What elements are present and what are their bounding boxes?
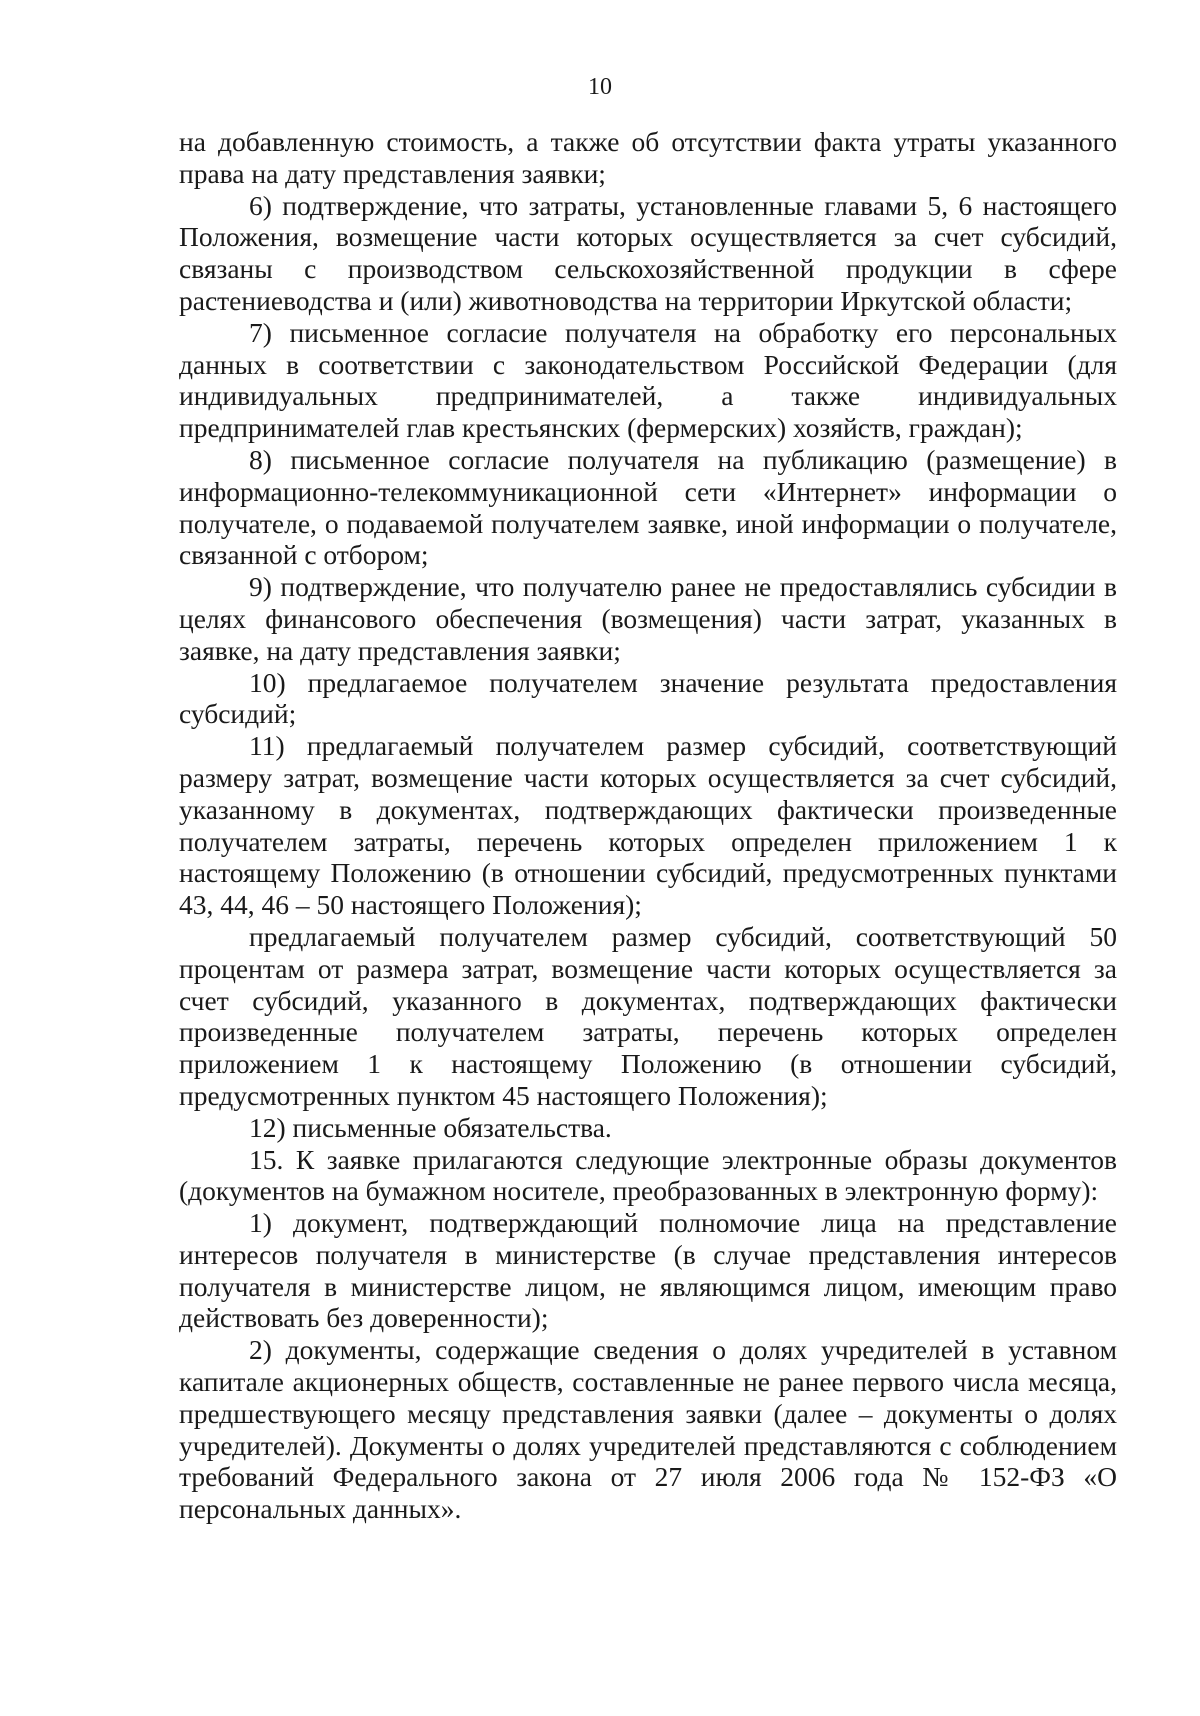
- document-body: [179, 126, 1117, 1525]
- paragraph-item-6: 6) подтверждение, что затраты, установленные главами 5, 6 настоящего Положения, возмещение части которых осуществляется за счет субсидий, связаны с производством сельскохозяйственной продукции в сфере растениеводства и (или) животноводства на территории Иркутской области;: [179, 189, 1117, 316]
- paragraph-attachment-1: 1) документ, подтверждающий полномочие лица на представление интересов получателя в министерстве (в случае представления интересов получателя в министерстве лицом, не являющимся лицом, имеющим право действовать без доверенности);: [179, 1207, 1117, 1334]
- paragraph-item-9: 9) подтверждение, что получателю ранее не предоставлялись субсидии в целях финансового обеспечения (возмещения) части затрат, указанных в заявке, на дату представления заявки;: [179, 571, 1117, 666]
- paragraph-continuation: на добавленную стоимость, а также об отсутствии факта утраты указанного права на дату представления заявки;: [179, 126, 1117, 189]
- paragraph-item-11: 11) предлагаемый получателем размер субсидий, соответствующий размеру затрат, возмещение части которых осуществляется за счет субсидий, указанному в документах, подтверждающих фактически произведенные получателем затраты, перечень которых определен приложением 1 к настоящему Положению (в отношении субсидий, предусмотренных пунктами 43, 44, 46 – 50 настоящего Положения);: [179, 730, 1117, 921]
- paragraph-item-8: 8) письменное согласие получателя на публикацию (размещение) в информационно-телекоммуникационной сети «Интернет» информации о получателе, о подаваемой получателем заявке, иной информации о получателе, связанной с отбором;: [179, 443, 1117, 571]
- paragraph-item-7: 7) письменное согласие получателя на обработку его персональных данных в соответствии с законодательством Российской Федерации (для индивидуальных предпринимателей, а также индивидуальных предпринимателей глав крестьянских (фермерских) хозяйств, граждан);: [179, 316, 1117, 444]
- paragraph-item-12: 12) письменные обязательства.: [249, 1111, 612, 1143]
- paragraph-section-15: 15. К заявке прилагаются следующие электронные образы документов (документов на бумажном носителе, преобразованных в электронную форму):: [179, 1143, 1117, 1207]
- page-number: 10: [588, 74, 612, 100]
- paragraph-item-10: 10) предлагаемое получателем значение результата предоставления субсидий;: [179, 666, 1117, 730]
- paragraph-attachment-2: 2) документы, содержащие сведения о долях учредителей в уставном капитале акционерных обществ, составленные не ранее первого числа месяца, предшествующего месяцу представления заявки (далее – документы о долях учредителей). Документы о долях учредителей представляются с соблюдением требований Федерального закона от 27 июля 2006 года № 152-ФЗ «О персональных данных».: [179, 1334, 1117, 1525]
- paragraph-item-11-alt: предлагаемый получателем размер субсидий, соответствующий 50 процентам от размера затрат, возмещение части которых осуществляется за счет субсидий, указанного в документах, подтверждающих фактически произведенные получателем затраты, перечень которых определен приложением 1 к настоящему Положению (в отношении субсидий, предусмотренных пунктом 45 настоящего Положения);: [179, 920, 1117, 1111]
